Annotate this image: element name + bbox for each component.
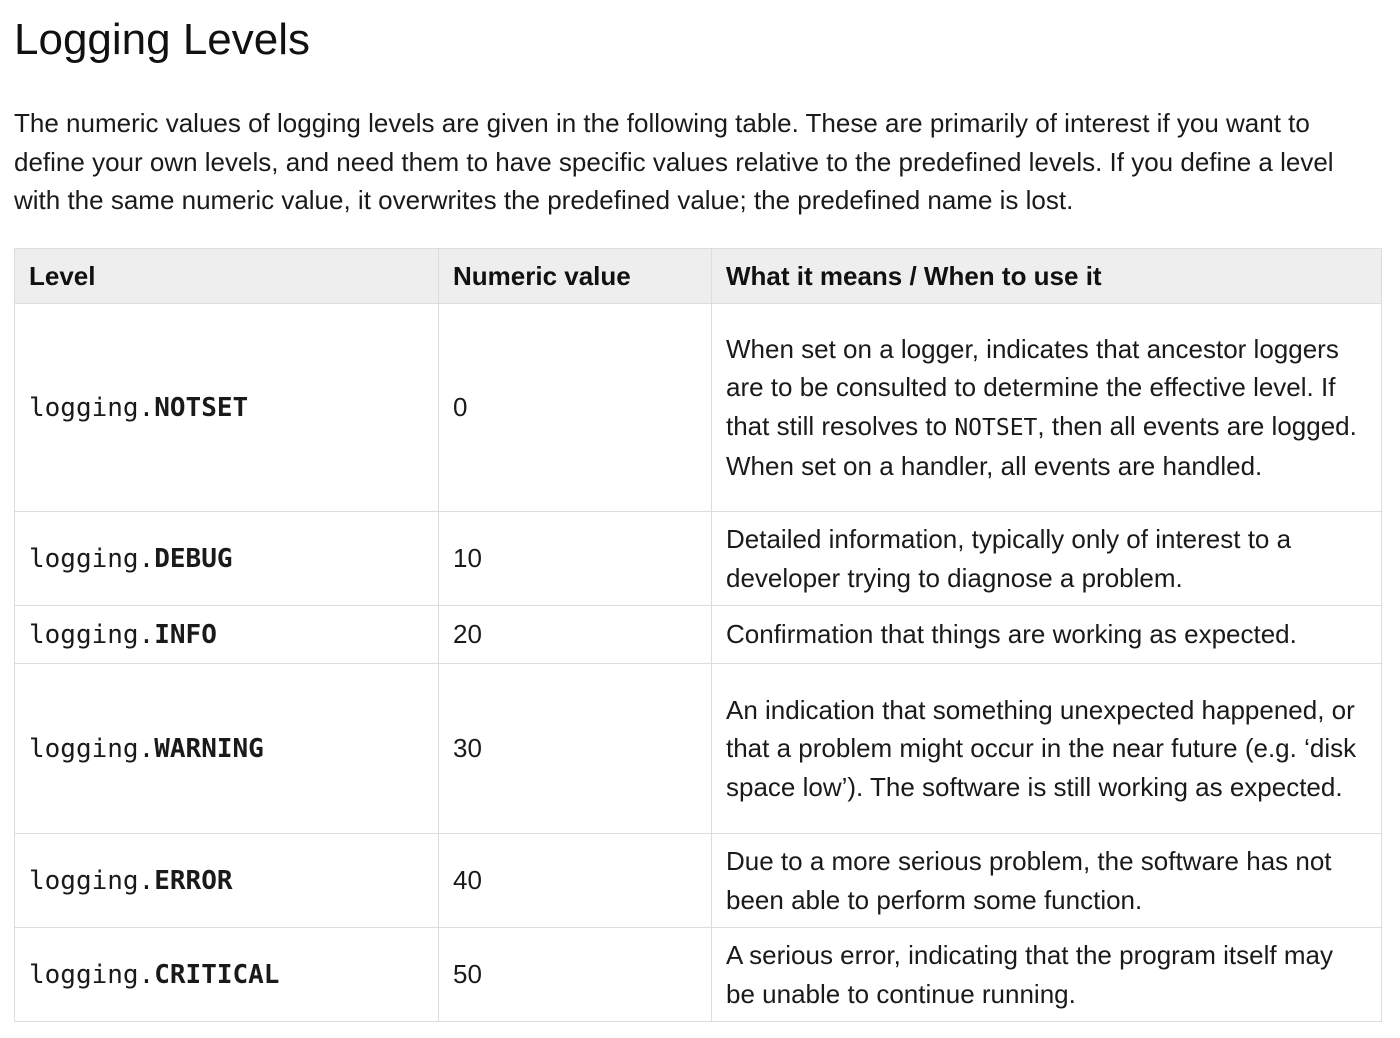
level-code <box>29 393 248 423</box>
level-code <box>29 544 233 574</box>
table-row-warning <box>15 664 1382 834</box>
header-numeric-value: Numeric value <box>439 249 712 304</box>
level-code <box>29 734 264 764</box>
level-cell <box>15 606 439 664</box>
level-prefix: logging. <box>29 619 155 650</box>
numeric-value-cell: 10 <box>439 512 712 606</box>
description-text: , then all events are logged. When set on a handler, all events are handled. <box>726 410 1357 481</box>
table-row-notset <box>15 304 1382 512</box>
numeric-value-cell: 40 <box>439 834 712 928</box>
level-prefix: logging. <box>29 733 155 764</box>
numeric-value-cell: 0 <box>439 304 712 512</box>
table-row-debug <box>15 512 1382 606</box>
header-meaning: What it means / When to use it <box>712 249 1382 304</box>
level-cell <box>15 834 439 928</box>
level-prefix: logging. <box>29 959 155 990</box>
description-cell: Due to a more serious problem, the software has not been able to perform some function. <box>712 834 1382 928</box>
level-cell <box>15 304 439 512</box>
level-prefix: logging. <box>29 392 155 423</box>
level-code <box>29 620 217 650</box>
inline-code: NOTSET <box>954 414 1038 441</box>
level-name: WARNING <box>154 733 264 764</box>
numeric-value-cell: 30 <box>439 664 712 834</box>
level-cell <box>15 664 439 834</box>
level-cell <box>15 928 439 1022</box>
numeric-value-cell: 50 <box>439 928 712 1022</box>
level-name: DEBUG <box>154 543 233 574</box>
level-prefix: logging. <box>29 865 155 896</box>
level-name: CRITICAL <box>154 959 280 990</box>
level-name: INFO <box>154 619 217 650</box>
level-prefix: logging. <box>29 543 155 574</box>
level-name: NOTSET <box>154 392 249 423</box>
level-name: ERROR <box>154 865 233 896</box>
header-level: Level <box>15 249 439 304</box>
table-row-error <box>15 834 1382 928</box>
description-cell: An indication that something unexpected happened, or that a problem might occur in the near future (e.g. ‘disk space low’). The software is still working as expected. <box>712 664 1382 834</box>
description-cell: Detailed information, typically only of interest to a developer trying to diagnose a problem. <box>712 512 1382 606</box>
description-cell: A serious error, indicating that the program itself may be unable to continue running. <box>712 928 1382 1022</box>
table-row-info <box>15 606 1382 664</box>
description-cell <box>712 304 1382 512</box>
numeric-value-cell: 20 <box>439 606 712 664</box>
logging-levels-table <box>14 248 1382 1022</box>
description-text: When set on a logger, indicates that ancestor loggers are to be consulted to determine the effective level. If that still resolves to <box>726 334 1339 441</box>
level-code <box>29 960 279 990</box>
table-header-row <box>15 249 1382 304</box>
level-code <box>29 866 233 896</box>
level-cell <box>15 512 439 606</box>
page-title: Logging Levels <box>14 15 311 64</box>
intro-paragraph: The numeric values of logging levels are given in the following table. These are primarily of interest if you want to define your own levels, and need them to have specific values relative to the predefined levels. If you define a level with the same numeric value, it overwrites the predefined value; the predefined name is lost. <box>14 108 1334 215</box>
description-cell: Confirmation that things are working as expected. <box>712 606 1382 664</box>
table-row-critical <box>15 928 1382 1022</box>
